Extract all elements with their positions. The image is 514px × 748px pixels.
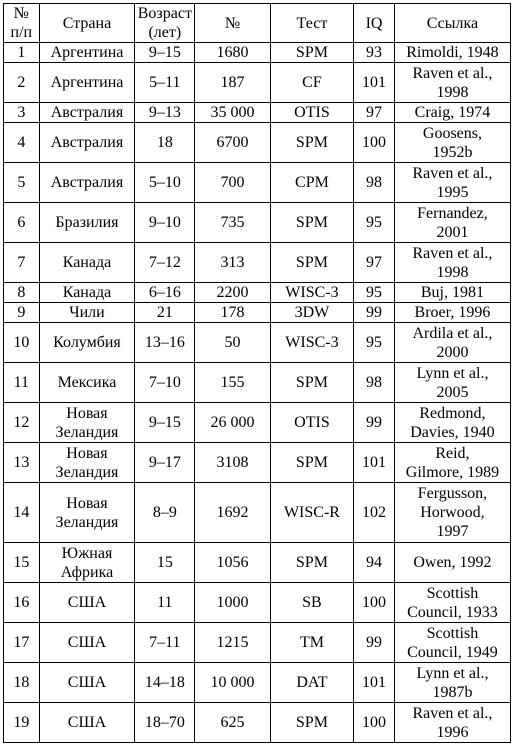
cell-country: Южная Африка: [39, 543, 135, 583]
col-header-country: Страна: [39, 4, 135, 43]
cell-country: Новая Зеландия: [39, 483, 135, 543]
cell-age: 5–10: [135, 163, 195, 203]
cell-n: 1215: [195, 623, 270, 663]
cell-test: SPM: [270, 203, 353, 243]
cell-iq: 93: [354, 43, 395, 63]
cell-country: Канада: [39, 243, 135, 283]
header-row: [4, 4, 511, 43]
table-row: [4, 483, 511, 543]
cell-num: 12: [4, 403, 40, 443]
cell-age: 11: [135, 583, 195, 623]
col-header-num: [4, 4, 40, 43]
cell-age: 7–12: [135, 243, 195, 283]
cell-test: SPM: [270, 703, 353, 743]
cell-country: Бразилия: [39, 203, 135, 243]
cell-n: 735: [195, 203, 270, 243]
cell-test: SPM: [270, 243, 353, 283]
cell-iq: 100: [354, 703, 395, 743]
cell-age: 9–15: [135, 43, 195, 63]
table-row: [4, 163, 511, 203]
cell-age: 15: [135, 543, 195, 583]
cell-n: 1000: [195, 583, 270, 623]
table-row: [4, 283, 511, 303]
cell-age: 18–70: [135, 703, 195, 743]
cell-ref: Reid, Gilmore, 1989: [394, 443, 510, 483]
cell-iq: 97: [354, 243, 395, 283]
cell-n: 155: [195, 363, 270, 403]
table-row: [4, 543, 511, 583]
table-row: [4, 363, 511, 403]
cell-num: 3: [4, 103, 40, 123]
col-header-age: [135, 4, 195, 43]
cell-num: 2: [4, 63, 40, 103]
table-row: [4, 103, 511, 123]
table-row: [4, 443, 511, 483]
cell-num: 4: [4, 123, 40, 163]
table-row: [4, 403, 511, 443]
cell-ref: Buj, 1981: [394, 283, 510, 303]
cell-iq: 98: [354, 363, 395, 403]
cell-country: США: [39, 583, 135, 623]
cell-iq: 95: [354, 323, 395, 363]
cell-country: Австралия: [39, 123, 135, 163]
cell-country: Новая Зеландия: [39, 403, 135, 443]
cell-ref: Scottish Council, 1949: [394, 623, 510, 663]
cell-iq: 101: [354, 63, 395, 103]
cell-num: 15: [4, 543, 40, 583]
table-row: [4, 63, 511, 103]
table-row: [4, 43, 511, 63]
cell-test: OTIS: [270, 103, 353, 123]
cell-ref: Raven et al., 1996: [394, 703, 510, 743]
cell-num: 7: [4, 243, 40, 283]
cell-test: SB: [270, 583, 353, 623]
cell-test: WISC-3: [270, 323, 353, 363]
cell-age: 9–17: [135, 443, 195, 483]
cell-iq: 95: [354, 283, 395, 303]
cell-num: 11: [4, 363, 40, 403]
table-row: [4, 703, 511, 743]
cell-country: Австралия: [39, 163, 135, 203]
cell-country: США: [39, 623, 135, 663]
cell-iq: 102: [354, 483, 395, 543]
cell-age: 9–10: [135, 203, 195, 243]
cell-country: Новая Зеландия: [39, 443, 135, 483]
cell-age: 7–11: [135, 623, 195, 663]
cell-num: 1: [4, 43, 40, 63]
table-row: [4, 623, 511, 663]
table-row: [4, 583, 511, 623]
cell-num: 17: [4, 623, 40, 663]
cell-test: WISC-3: [270, 283, 353, 303]
cell-n: 1680: [195, 43, 270, 63]
cell-iq: 101: [354, 443, 395, 483]
cell-n: 1692: [195, 483, 270, 543]
cell-ref: Redmond, Davies, 1940: [394, 403, 510, 443]
cell-ref: Ardila et al., 2000: [394, 323, 510, 363]
cell-country: США: [39, 663, 135, 703]
cell-num: 6: [4, 203, 40, 243]
cell-age: 18: [135, 123, 195, 163]
cell-ref: Broer, 1996: [394, 303, 510, 323]
cell-test: 3DW: [270, 303, 353, 323]
cell-test: WISC-R: [270, 483, 353, 543]
col-header-ref: Ссылка: [394, 4, 510, 43]
cell-num: 9: [4, 303, 40, 323]
cell-n: 187: [195, 63, 270, 103]
cell-test: SPM: [270, 43, 353, 63]
table-body: [4, 43, 511, 743]
cell-age: 9–15: [135, 403, 195, 443]
cell-n: 178: [195, 303, 270, 323]
cell-num: 13: [4, 443, 40, 483]
cell-iq: 97: [354, 103, 395, 123]
table-row: [4, 663, 511, 703]
cell-iq: 99: [354, 623, 395, 663]
cell-ref: Fernandez, 2001: [394, 203, 510, 243]
cell-ref: Raven et al., 1998: [394, 63, 510, 103]
cell-n: 700: [195, 163, 270, 203]
cell-country: Аргентина: [39, 63, 135, 103]
cell-country: Австралия: [39, 103, 135, 123]
table-row: [4, 303, 511, 323]
cell-ref: Craig, 1974: [394, 103, 510, 123]
cell-age: 9–13: [135, 103, 195, 123]
cell-country: Колумбия: [39, 323, 135, 363]
cell-ref: Raven et al., 1995: [394, 163, 510, 203]
table-row: [4, 243, 511, 283]
cell-n: 1056: [195, 543, 270, 583]
cell-ref: Scottish Council, 1933: [394, 583, 510, 623]
cell-country: США: [39, 703, 135, 743]
cell-country: Чили: [39, 303, 135, 323]
cell-ref: Rimoldi, 1948: [394, 43, 510, 63]
cell-country: Мексика: [39, 363, 135, 403]
cell-age: 21: [135, 303, 195, 323]
cell-n: 26 000: [195, 403, 270, 443]
cell-n: 35 000: [195, 103, 270, 123]
cell-n: 625: [195, 703, 270, 743]
cell-ref: Lynn et al., 1987b: [394, 663, 510, 703]
cell-num: 19: [4, 703, 40, 743]
cell-iq: 95: [354, 203, 395, 243]
cell-iq: 100: [354, 123, 395, 163]
cell-age: 8–9: [135, 483, 195, 543]
cell-iq: 94: [354, 543, 395, 583]
cell-n: 313: [195, 243, 270, 283]
cell-iq: 99: [354, 403, 395, 443]
cell-age: 13–16: [135, 323, 195, 363]
cell-iq: 100: [354, 583, 395, 623]
cell-country: Аргентина: [39, 43, 135, 63]
cell-num: 14: [4, 483, 40, 543]
cell-num: 10: [4, 323, 40, 363]
col-header-iq: IQ: [354, 4, 395, 43]
cell-test: SPM: [270, 363, 353, 403]
cell-test: DAT: [270, 663, 353, 703]
cell-num: 5: [4, 163, 40, 203]
cell-n: 2200: [195, 283, 270, 303]
cell-test: CF: [270, 63, 353, 103]
cell-test: SPM: [270, 123, 353, 163]
cell-iq: 101: [354, 663, 395, 703]
cell-test: OTIS: [270, 403, 353, 443]
cell-n: 50: [195, 323, 270, 363]
cell-age: 7–10: [135, 363, 195, 403]
cell-test: SPM: [270, 543, 353, 583]
iq-studies-table: [3, 3, 511, 743]
table-row: [4, 203, 511, 243]
cell-ref: Owen, 1992: [394, 543, 510, 583]
cell-test: CPM: [270, 163, 353, 203]
cell-test: TM: [270, 623, 353, 663]
cell-n: 3108: [195, 443, 270, 483]
cell-num: 18: [4, 663, 40, 703]
cell-ref: Fergusson, Horwood, 1997: [394, 483, 510, 543]
cell-test: SPM: [270, 443, 353, 483]
col-header-num-text: № п/п: [10, 5, 33, 41]
cell-age: 6–16: [135, 283, 195, 303]
cell-iq: 98: [354, 163, 395, 203]
cell-age: 5–11: [135, 63, 195, 103]
cell-iq: 99: [354, 303, 395, 323]
cell-n: 10 000: [195, 663, 270, 703]
col-header-age-text: Возраст (лет): [137, 5, 192, 41]
col-header-n: №: [195, 4, 270, 43]
cell-ref: Raven et al., 1998: [394, 243, 510, 283]
cell-num: 8: [4, 283, 40, 303]
table-row: [4, 323, 511, 363]
cell-num: 16: [4, 583, 40, 623]
cell-country: Канада: [39, 283, 135, 303]
cell-ref: Lynn et al., 2005: [394, 363, 510, 403]
col-header-test: Тест: [270, 4, 353, 43]
cell-n: 6700: [195, 123, 270, 163]
cell-ref: Goosens, 1952b: [394, 123, 510, 163]
table-row: [4, 123, 511, 163]
cell-age: 14–18: [135, 663, 195, 703]
